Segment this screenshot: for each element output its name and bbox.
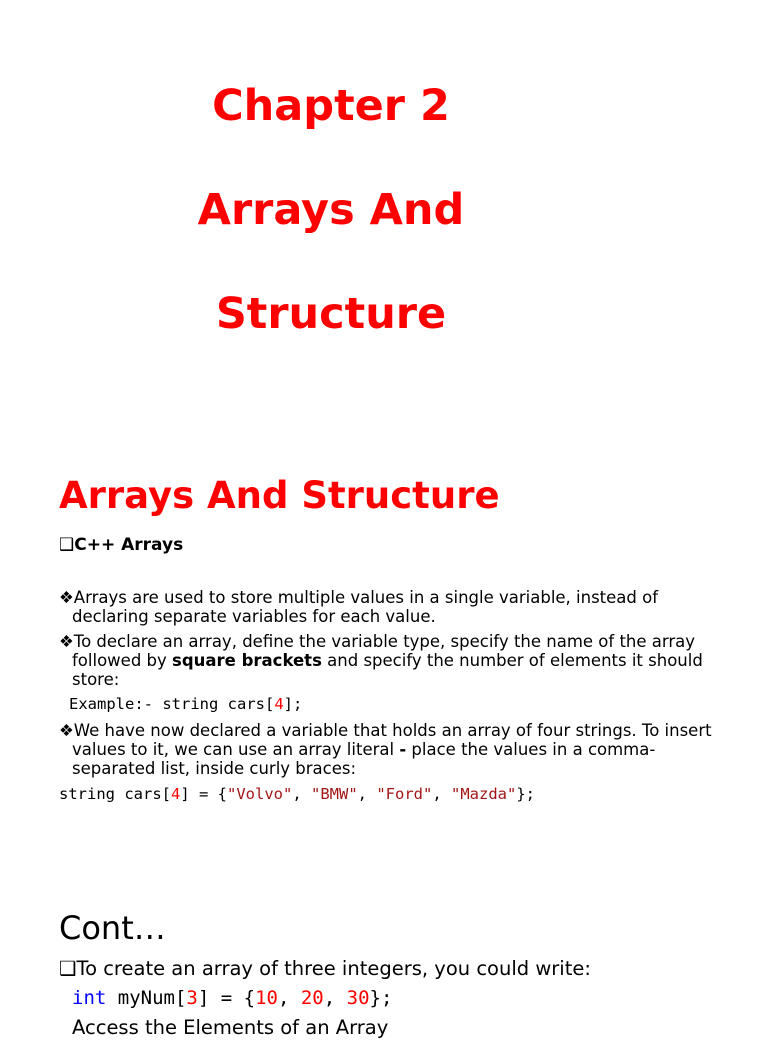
code-text: ] = { (180, 785, 227, 803)
code-separator: , (357, 785, 377, 803)
code-string: "Volvo" (227, 785, 293, 803)
bullet-item (59, 632, 732, 689)
diamond-bullet-icon: ❖ (59, 721, 74, 740)
bullet-item (59, 721, 732, 778)
square-bullet-icon: ❑ (59, 957, 77, 980)
chapter-title-line-3: Structure (215, 289, 447, 339)
code-separator: , (277, 987, 301, 1009)
code-number: 30 (346, 987, 370, 1009)
code-separator: , (432, 785, 452, 803)
bold-text: square brackets (172, 651, 322, 670)
slide-title: Cont… (59, 909, 166, 947)
code-text: myNum[ (106, 987, 187, 1009)
code-number: 4 (170, 785, 181, 803)
subheading-text: C++ Arrays (74, 535, 184, 555)
chapter-title-line-2: Arrays And (197, 185, 465, 235)
code-text: }; (516, 785, 536, 803)
code-text: ]; (283, 695, 303, 713)
diamond-bullet-icon: ❖ (59, 588, 74, 607)
code-string: "BMW" (311, 785, 358, 803)
bullet-item (59, 957, 591, 981)
bullet-text: To declare an array, define the variable type, specify the name of the array followed by (72, 632, 696, 670)
code-separator: , (323, 987, 347, 1009)
diamond-bullet-icon: ❖ (59, 632, 74, 651)
continuation-slide (0, 860, 768, 1039)
code-text: }; (369, 987, 393, 1009)
bullet-text: place the values in a comma-separated list, inside curly braces: (72, 740, 656, 778)
arrays-structure-slide (0, 440, 768, 860)
code-text: ] = { (197, 987, 256, 1009)
code-number: 10 (255, 987, 278, 1009)
code-string: "Ford" (376, 785, 433, 803)
square-bullet-icon: ❑ (59, 535, 75, 555)
code-sample (72, 986, 392, 1010)
code-separator: , (292, 785, 311, 803)
subheading (59, 534, 183, 556)
slide-title: Arrays And Structure (59, 474, 500, 517)
bullet-text: To create an array of three integers, you could write: (76, 957, 591, 980)
example-line (69, 694, 302, 714)
chapter-title-slide (0, 0, 768, 440)
code-sample (59, 784, 535, 804)
code-string: "Mazda" (451, 785, 517, 803)
code-text: string cars[ (59, 785, 171, 803)
bullet-text: We have now declared a variable that holds an array of four strings. To insert values to it, we can use an array literal (72, 721, 712, 759)
code-number: 3 (186, 987, 198, 1009)
code-text: string cars[ (153, 695, 275, 713)
code-keyword: int (72, 987, 107, 1009)
bullet-text: and specify the number of elements it should store: (72, 651, 703, 689)
bold-text: - (399, 740, 407, 759)
bullet-text: Arrays are used to store multiple values in a single variable, instead of declaring separate variables for each value. (72, 588, 659, 626)
code-number: 20 (300, 987, 324, 1009)
cut-off-line: Access the Elements of an Array (72, 1016, 389, 1039)
code-number: 4 (274, 695, 284, 713)
chapter-title-line-1: Chapter 2 (212, 81, 450, 131)
bullet-item (59, 588, 732, 626)
example-label: Example:- (69, 695, 153, 713)
